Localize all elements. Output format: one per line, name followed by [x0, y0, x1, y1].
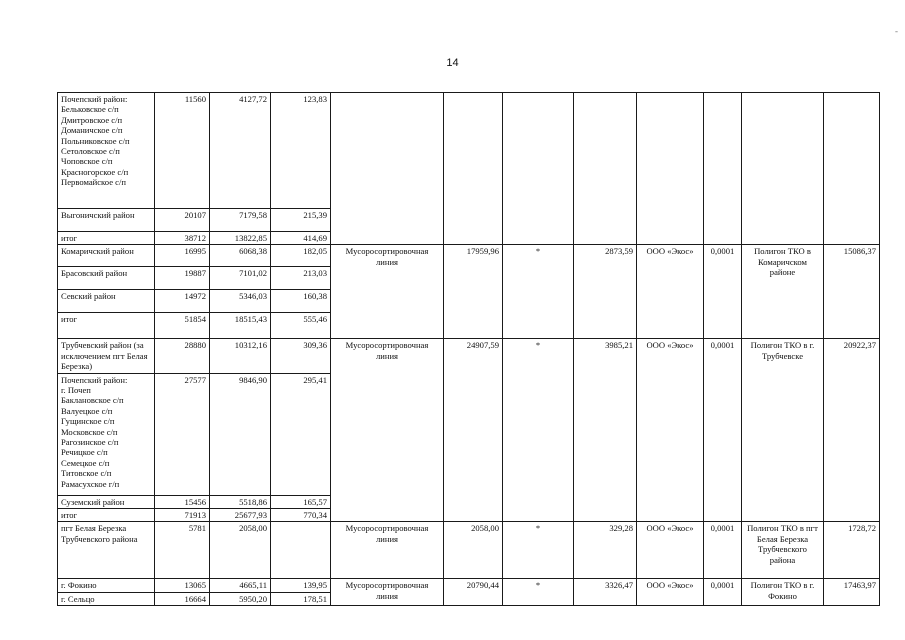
disposal-cell: 15086,37 [824, 245, 880, 339]
population-cell: 13065 [155, 579, 210, 592]
landfill-cell: Полигон ТКО в пгт Белая Березка Трубчевского района [742, 522, 824, 579]
coef-cell [704, 93, 742, 245]
table-row [58, 339, 880, 373]
share-cell: 123,83 [271, 93, 331, 209]
district-cell: г. Фокино [58, 579, 155, 592]
mark-cell [503, 93, 574, 245]
district-cell: итог [58, 509, 155, 522]
mark-cell: * [503, 522, 574, 579]
share-cell: 160,38 [271, 290, 331, 313]
mass-cell: 5518,86 [210, 495, 271, 508]
landfill-cell: Полигон ТКО в Комаричском районе [742, 245, 824, 339]
waste-cell [574, 93, 637, 245]
facility-cell: Мусоросортировочная линия [331, 245, 444, 339]
waste-cell: 3326,47 [574, 579, 637, 606]
coef-cell: 0,0001 [704, 339, 742, 522]
district-cell: Почепский район: г. Почеп Баклановское с/п Валуецкое с/п Гущинское с/п Московское с/п Рагозинское с/п Речицкое с/п Семецкое с/п Титовское с/п Рамасухское г/п [58, 373, 155, 495]
disposal-cell: 20922,37 [824, 339, 880, 522]
mass-cell: 25677,93 [210, 509, 271, 522]
edge-mark: - [895, 26, 898, 36]
facility-cell: Мусоросортировочная линия [331, 579, 444, 606]
share-cell: 213,03 [271, 267, 331, 290]
population-cell: 27577 [155, 373, 210, 495]
capacity-cell [444, 93, 503, 245]
landfill-cell [742, 93, 824, 245]
operator-cell: ООО «Экос» [637, 522, 704, 579]
mass-cell: 5950,20 [210, 592, 271, 605]
district-cell: Суземский район [58, 495, 155, 508]
district-cell: итог [58, 313, 155, 339]
facility-cell: Мусоросортировочная линия [331, 522, 444, 579]
population-cell: 16664 [155, 592, 210, 605]
district-cell: итог [58, 232, 155, 245]
district-cell: Трубчевский район (за исключением пгт Белая Березка) [58, 339, 155, 373]
coef-cell: 0,0001 [704, 245, 742, 339]
share-cell: 165,57 [271, 495, 331, 508]
mass-cell: 10312,16 [210, 339, 271, 373]
population-cell: 20107 [155, 209, 210, 232]
mass-cell: 7101,02 [210, 267, 271, 290]
district-cell: Выгоничский район [58, 209, 155, 232]
mass-cell: 6068,38 [210, 245, 271, 267]
share-cell: 178,51 [271, 592, 331, 605]
population-cell: 16995 [155, 245, 210, 267]
population-cell: 71913 [155, 509, 210, 522]
share-cell: 215,39 [271, 209, 331, 232]
table-row [58, 579, 880, 592]
disposal-cell: 1728,72 [824, 522, 880, 579]
share-cell: 295,41 [271, 373, 331, 495]
district-cell: Брасовский район [58, 267, 155, 290]
district-cell: Комаричский район [58, 245, 155, 267]
share-cell: 414,69 [271, 232, 331, 245]
operator-cell [637, 93, 704, 245]
waste-cell: 2873,59 [574, 245, 637, 339]
table-row [58, 245, 880, 267]
landfill-cell: Полигон ТКО в г. Трубчевске [742, 339, 824, 522]
mass-cell: 18515,43 [210, 313, 271, 339]
population-cell: 11560 [155, 93, 210, 209]
mass-cell: 2058,00 [210, 522, 271, 579]
table-row [58, 522, 880, 579]
table-row [58, 93, 880, 209]
mass-cell: 13822,85 [210, 232, 271, 245]
population-cell: 19887 [155, 267, 210, 290]
mark-cell: * [503, 245, 574, 339]
capacity-cell: 2058,00 [444, 522, 503, 579]
waste-table [57, 92, 880, 606]
mass-cell: 4665,11 [210, 579, 271, 592]
population-cell: 15456 [155, 495, 210, 508]
population-cell: 14972 [155, 290, 210, 313]
mass-cell: 9846,90 [210, 373, 271, 495]
mass-cell: 7179,58 [210, 209, 271, 232]
capacity-cell: 17959,96 [444, 245, 503, 339]
population-cell: 28880 [155, 339, 210, 373]
capacity-cell: 24907,59 [444, 339, 503, 522]
population-cell: 38712 [155, 232, 210, 245]
coef-cell: 0,0001 [704, 579, 742, 606]
coef-cell: 0,0001 [704, 522, 742, 579]
share-cell [271, 522, 331, 579]
operator-cell: ООО «Экос» [637, 579, 704, 606]
share-cell: 309,36 [271, 339, 331, 373]
share-cell: 770,34 [271, 509, 331, 522]
share-cell: 182,05 [271, 245, 331, 267]
waste-cell: 3985,21 [574, 339, 637, 522]
disposal-cell: 17463,97 [824, 579, 880, 606]
mass-cell: 4127,72 [210, 93, 271, 209]
mark-cell: * [503, 339, 574, 522]
operator-cell: ООО «Экос» [637, 339, 704, 522]
district-cell: пгт Белая Березка Трубчевского района [58, 522, 155, 579]
operator-cell: ООО «Экос» [637, 245, 704, 339]
share-cell: 555,46 [271, 313, 331, 339]
page-number: 14 [446, 57, 459, 69]
landfill-cell: Полигон ТКО в г. Фокино [742, 579, 824, 606]
mass-cell: 5346,03 [210, 290, 271, 313]
capacity-cell: 20790,44 [444, 579, 503, 606]
population-cell: 51854 [155, 313, 210, 339]
facility-cell [331, 93, 444, 245]
district-cell: Севский район [58, 290, 155, 313]
district-cell: г. Сельцо [58, 592, 155, 605]
facility-cell: Мусоросортировочная линия [331, 339, 444, 522]
share-cell: 139,95 [271, 579, 331, 592]
mark-cell: * [503, 579, 574, 606]
population-cell: 5781 [155, 522, 210, 579]
district-cell: Почепский район: Бельковское с/п Дмитровское с/п Доманичское с/п Польниковское с/п Сетоловское с/п Чоповское с/п Красногорское с/п Первомайское с/п [58, 93, 155, 209]
waste-cell: 329,28 [574, 522, 637, 579]
disposal-cell [824, 93, 880, 245]
